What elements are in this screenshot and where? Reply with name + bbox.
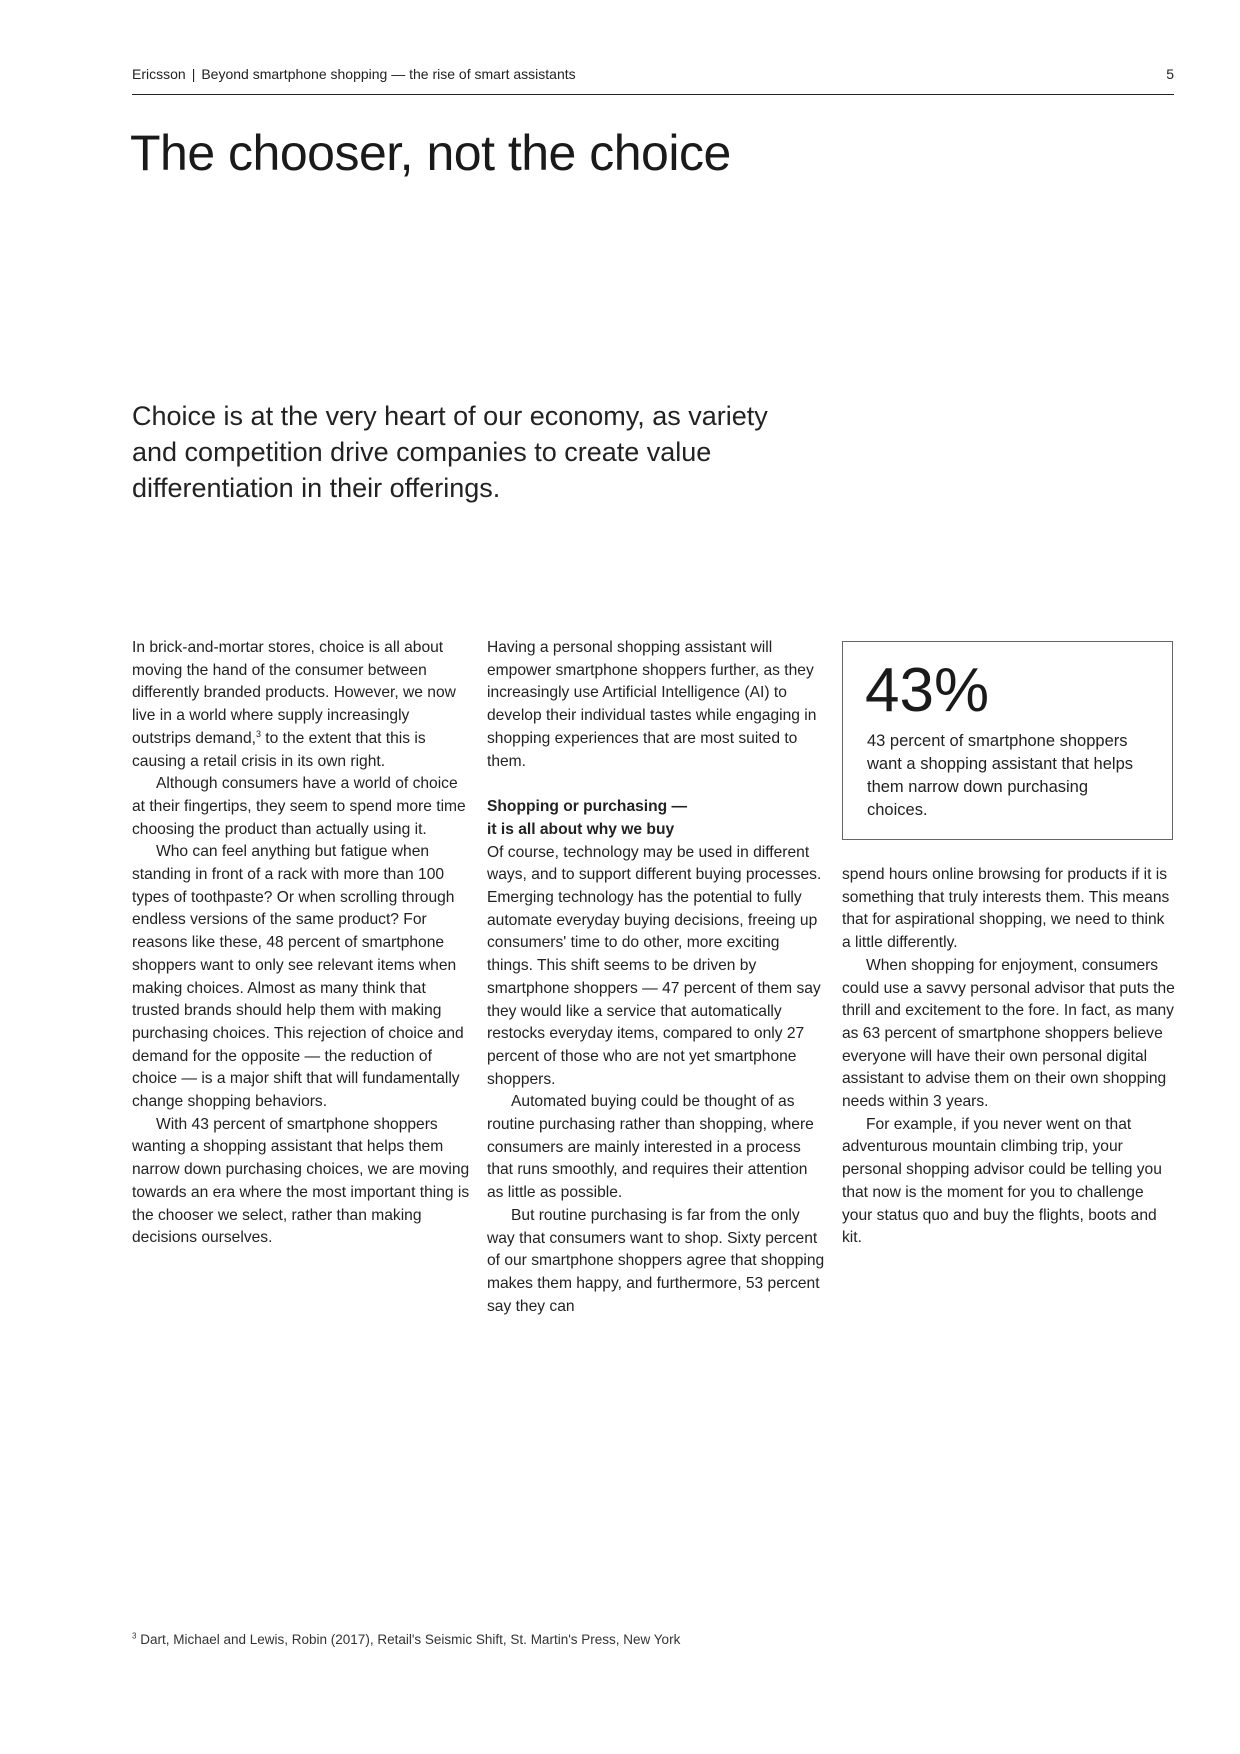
- footnote-number: 3: [132, 1631, 137, 1641]
- paragraph-text: In brick-and-mortar stores, choice is all about moving the hand of the consumer between differently branded products. However, we now live in a world where supply increasingly outstrips demand,: [132, 639, 456, 747]
- stat-description: 43 percent of smartphone shoppers want a shopping assistant that helps them narrow down purchasing choices.: [867, 732, 1134, 819]
- paragraph: Having a personal shopping assistant will empower smartphone shoppers further, as they increasingly use Artificial Intelligence (AI) to develop their individual tastes while engaging in shopping experiences that are most suited to them.: [487, 639, 817, 770]
- paragraph: Although consumers have a world of choice at their fingertips, they seem to spend more time choosing the product than actually using it.: [132, 775, 466, 838]
- paragraph: Of course, technology may be used in different ways, and to support different buying processes. Emerging technology has the potential to fully automate everyday buying decisions, freeing up consumers' time to do other, more exciting things. This shift seems to be driven by smartphone shoppers — 47 percent of them say they would like a service that automatically restocks everyday items, compared to only 27 percent of those who are not yet smartphone shoppers.: [487, 843, 822, 1088]
- footnote-text: Dart, Michael and Lewis, Robin (2017), Retail's Seismic Shift, St. Martin's Press, New York: [136, 1632, 681, 1647]
- report-title: Beyond smartphone shopping — the rise of smart assistants: [201, 66, 576, 82]
- paragraph: Automated buying could be thought of as routine purchasing rather than shopping, where consumers are mainly interested in a process that runs smoothly, and requires their attention as little as possible.: [487, 1093, 814, 1202]
- lead-paragraph: Choice is at the very heart of our economy, as variety and competition drive companies to create value differentiation in their offerings.: [132, 401, 768, 503]
- section-subheading: [487, 796, 827, 841]
- stat-value: 43%: [865, 656, 990, 725]
- running-header: [132, 66, 576, 82]
- subheading-line: it is all about why we buy: [487, 820, 675, 838]
- paragraph-text: to the extent that this is causing a retail crisis in its own right.: [132, 729, 426, 770]
- brand-name: Ericsson: [132, 66, 186, 82]
- body-column-2: [487, 637, 827, 1318]
- page-title: The chooser, not the choice: [130, 125, 731, 181]
- paragraph: spend hours online browsing for products if it is something that truly interests them. This means that for aspirational shopping, we need to think a little differently.: [842, 866, 1170, 952]
- page-number: 5: [1166, 66, 1174, 82]
- page-header: [132, 62, 1174, 95]
- paragraph: When shopping for enjoyment, consumers could use a savvy personal advisor that puts the thrill and excitement to the fore. In fact, as many as 63 percent of smartphone shoppers believe everyone will have their own personal digital assistant to advise them on their own shopping needs within 3 years.: [842, 956, 1175, 1111]
- footnote-reference: 3: [255, 728, 261, 739]
- paragraph: For example, if you never went on that adventurous mountain climbing trip, your personal shopping advisor could be telling you that now is the moment for you to challenge your status quo and buy the flights, boots and kit.: [842, 1115, 1162, 1247]
- paragraph: [132, 637, 472, 773]
- body-column-1: [132, 637, 472, 1250]
- paragraph: Who can feel anything but fatigue when standing in front of a rack with more than 100 types of toothpaste? Or when scrolling through endless versions of the same product? For reasons like these, 48 percent of smartphone shoppers want to only see relevant items when making choices. Almost as many think that trusted brands should help them with making purchasing choices. This rejection of choice and demand for the opposite — the reduction of choice — is a major shift that will fundamentally change shopping behaviors.: [132, 843, 464, 1111]
- header-separator: |: [191, 66, 196, 82]
- paragraph: But routine purchasing is far from the only way that consumers want to shop. Sixty percent of our smartphone shoppers agree that shopping makes them happy, and furthermore, 53 percent say they can: [487, 1206, 825, 1315]
- stat-callout-box: [842, 641, 1173, 840]
- paragraph: With 43 percent of smartphone shoppers wanting a shopping assistant that helps them narrow down purchasing choices, we are moving towards an era where the most important thing is the chooser we select, rather than making decisions ourselves.: [132, 1115, 470, 1247]
- subheading-line: Shopping or purchasing —: [487, 798, 688, 816]
- body-column-3: [842, 864, 1177, 1250]
- footnote: [132, 1632, 680, 1647]
